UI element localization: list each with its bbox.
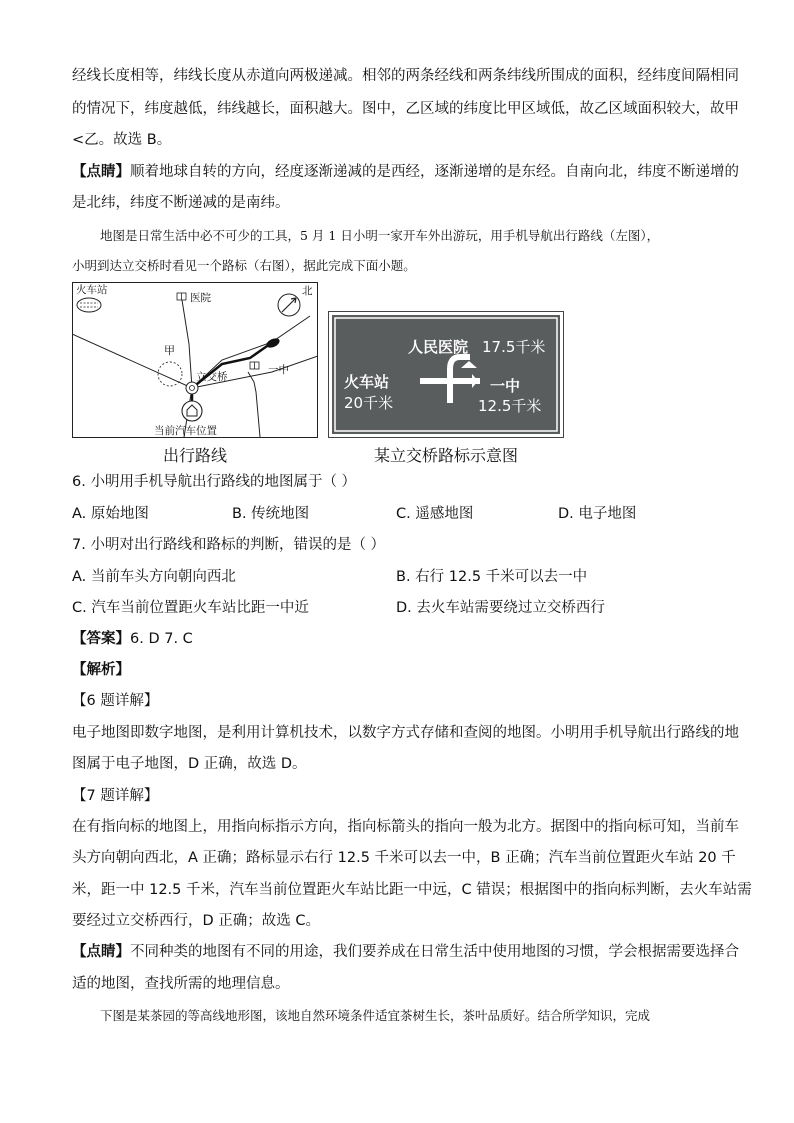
map-label-car-position: 当前汽车位置 bbox=[154, 425, 217, 437]
map-label-hospital: 医院 bbox=[190, 292, 211, 304]
sign-dist-hospital: 17.5千米 bbox=[482, 338, 546, 356]
text-line: 经线长度相等，纬线长度从赤道向两极递减。相邻的两条经线和两条纬线所围成的面积，经纬度间隔相同 bbox=[72, 68, 739, 84]
text-line: 图属于电子地图，D 正确，故选 D。 bbox=[72, 756, 307, 772]
detail-6-tag: 【6 题详解】 bbox=[72, 693, 159, 709]
detail-7-tag: 【7 题详解】 bbox=[72, 788, 159, 804]
station-icon bbox=[77, 298, 101, 312]
intro-line: 地图是日常生活中必不可少的工具，5 月 1 日小明一家开车外出游玩，用手机导航出行路线（左图）， bbox=[100, 228, 660, 243]
question-7: 7. 小明对出行路线和路标的判断，错误的是（ ） bbox=[72, 537, 386, 553]
text-line: 米，距一中 12.5 千米，汽车当前位置距火车站比距一中远，C 错误；根据图中的指向标判断，去火车站需 bbox=[72, 882, 752, 898]
q6-option-c: C. 遥感地图 bbox=[396, 506, 474, 522]
text-line: 电子地图即数字地图，是利用计算机技术，以数字方式存储和查阅的地图。小明用手机导航出行路线的地 bbox=[72, 725, 739, 741]
sign-dist-station: 20千米 bbox=[344, 394, 394, 412]
intro-line: 下图是某茶园的等高线地形图，该地自然环境条件适宜茶树生长，茶叶品质好。结合所学知识，完成 bbox=[100, 1008, 651, 1023]
question-6: 6. 小明用手机导航出行路线的地图属于（ ） bbox=[72, 474, 357, 490]
route-map-caption: 出行路线 bbox=[162, 446, 227, 465]
q6-option-d: D. 电子地图 bbox=[558, 506, 637, 522]
map-label-station: 火车站 bbox=[76, 284, 108, 296]
intro-line: 小明到达立交桥时看见一个路标（右图），据此完成下面小题。 bbox=[72, 258, 416, 273]
tip-text: 不同种类的地图有不同的用途，我们要养成在日常生活中使用地图的习惯，学会根据需要选择合 bbox=[130, 944, 739, 960]
tip-text: 顺着地球自转的方向，经度逐渐递减的是西经，逐渐递增的是东经。自南向北，纬度不断递增的 bbox=[130, 164, 739, 180]
tip-tag: 【点睛】 bbox=[72, 944, 130, 960]
sign-label-school: 一中 bbox=[490, 377, 521, 395]
q7-option-a: A. 当前车头方向朝向西北 bbox=[72, 569, 236, 585]
text-line: 头方向朝向西北，A 正确；路标显示右行 12.5 千米可以去一中，B 正确；汽车当前位置距火车站 20 千 bbox=[72, 850, 736, 866]
answer-tag: 【答案】 bbox=[72, 631, 130, 647]
q6-option-a: A. 原始地图 bbox=[72, 506, 149, 522]
route-map bbox=[72, 282, 318, 438]
q6-option-b: B. 传统地图 bbox=[232, 506, 310, 522]
map-label-overpass: 立交桥 bbox=[196, 371, 228, 383]
sign-label-hospital: 人民医院 bbox=[408, 338, 469, 356]
analysis-tag: 【解析】 bbox=[72, 662, 130, 678]
car-position-icon bbox=[182, 401, 202, 421]
map-label-jia: 甲 bbox=[164, 344, 175, 357]
text-line: 在有指向标的地图上，用指向标指示方向，指向标箭头的指向一般为北方。据图中的指向标可知，当前车 bbox=[72, 819, 739, 835]
answer-line bbox=[72, 629, 732, 649]
overpass-icon bbox=[186, 382, 198, 394]
road-sign-caption: 某立交桥路标示意图 bbox=[373, 446, 518, 465]
text-line: 的情况下，纬度越低，纬线越长，面积越大。图中，乙区域的纬度比甲区域低，故乙区域面积较大，故甲 bbox=[72, 101, 739, 117]
tip-paragraph bbox=[72, 942, 739, 962]
sign-label-station: 火车站 bbox=[344, 373, 390, 391]
map-label-north: 北 bbox=[302, 285, 313, 297]
answer-text: 6. D 7. C bbox=[130, 631, 193, 647]
map-label-school: 一中 bbox=[268, 364, 289, 376]
tip-paragraph bbox=[72, 162, 739, 182]
text-line: 要经过立交桥西行，D 正确；故选 C。 bbox=[72, 913, 321, 929]
q7-option-b: B. 右行 12.5 千米可以去一中 bbox=[396, 569, 588, 585]
text-line: 是北纬，纬度不断递减的是南纬。 bbox=[72, 195, 290, 211]
tip-tag: 【点睛】 bbox=[72, 164, 130, 180]
text-line: 适的地图，查找所需的地理信息。 bbox=[72, 976, 290, 992]
text-line: <乙。故选 B。 bbox=[72, 132, 172, 148]
q7-option-c: C. 汽车当前位置距火车站比距一中近 bbox=[72, 600, 309, 616]
road-sign bbox=[328, 311, 564, 438]
sign-dist-school: 12.5千米 bbox=[478, 397, 542, 415]
q7-option-d: D. 去火车站需要绕过立交桥西行 bbox=[396, 600, 605, 616]
